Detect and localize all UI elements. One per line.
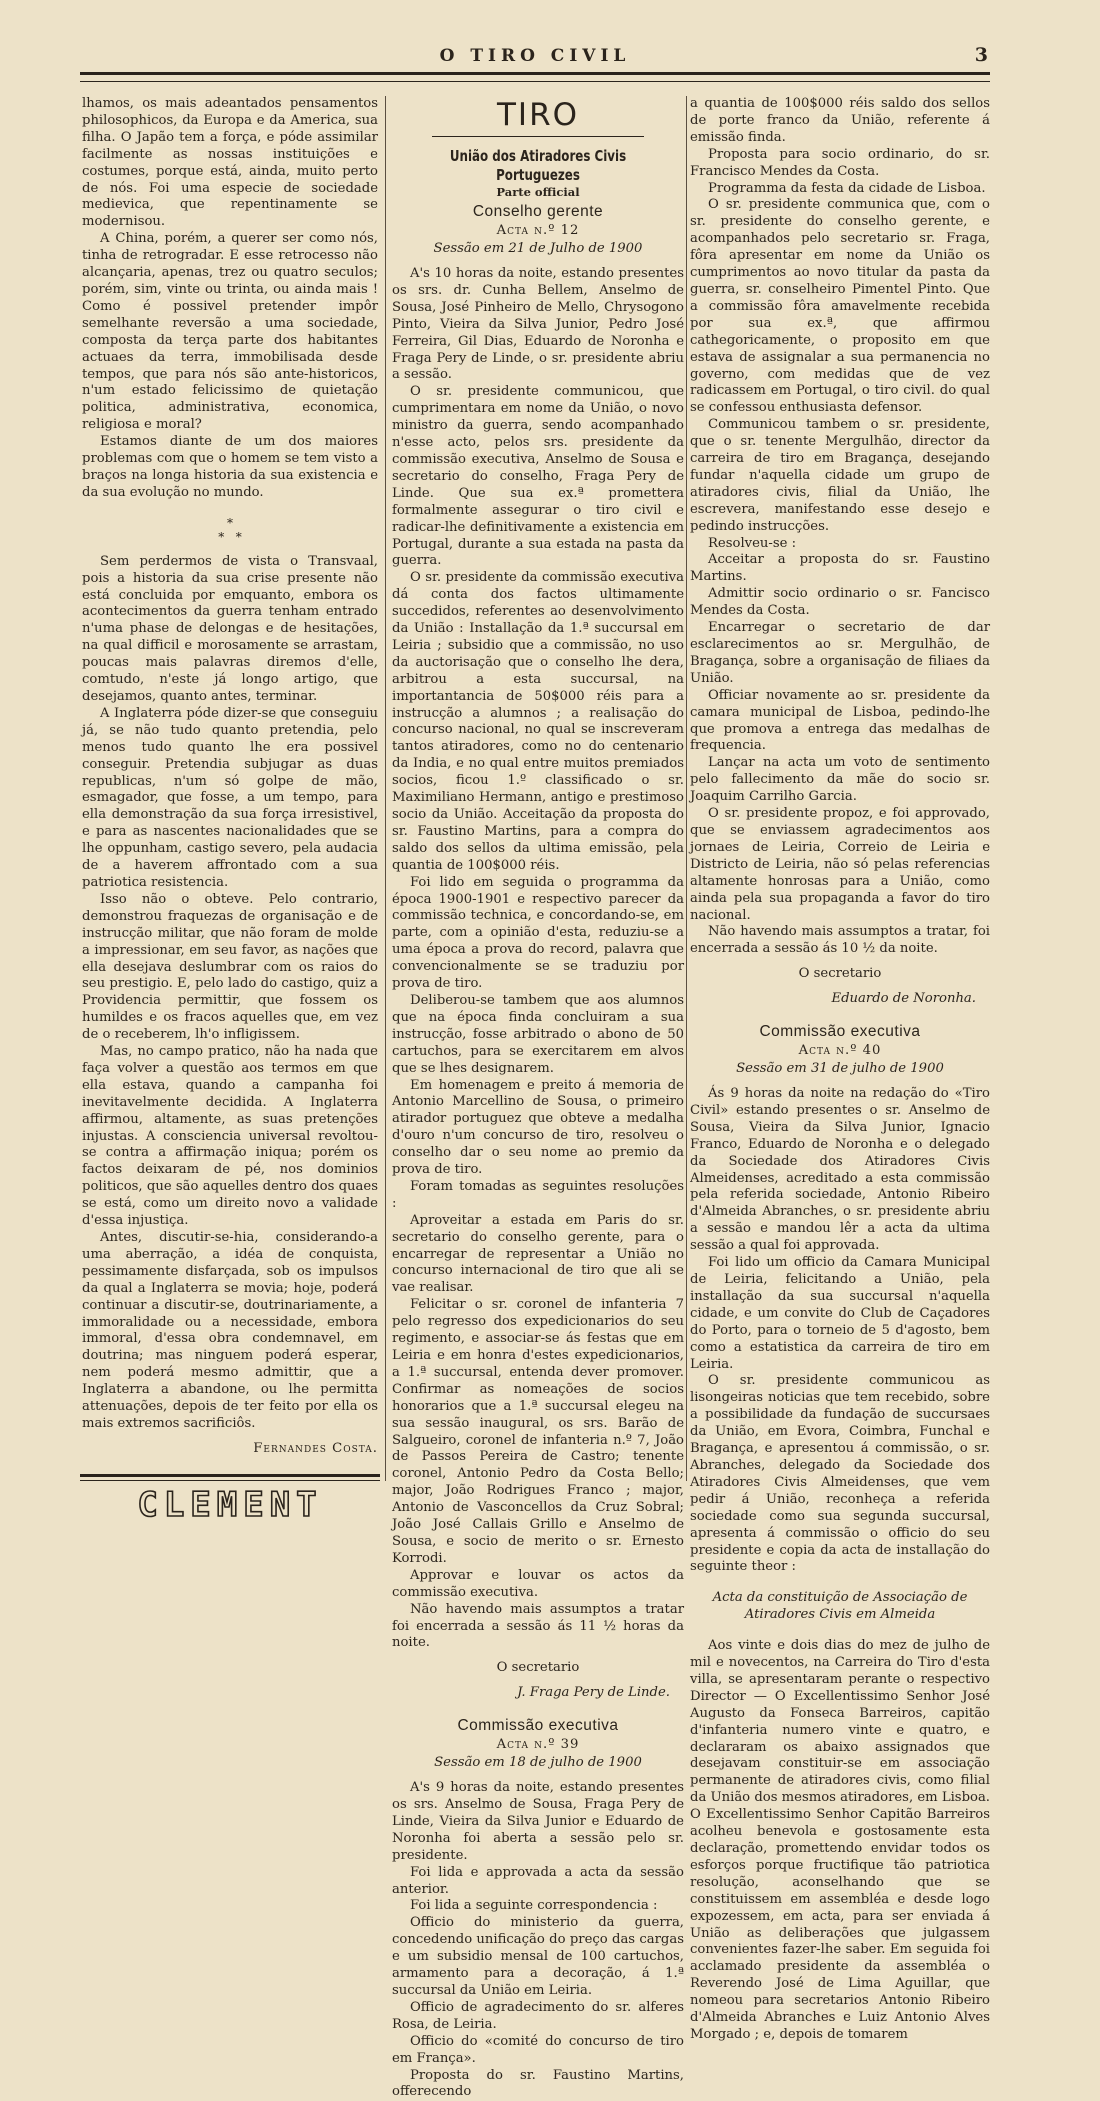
- paragraph: Proposta do sr. Faustino Martins, offerecendo: [392, 2067, 684, 2100]
- column-2: [392, 96, 684, 2101]
- act-title: Acta da constituição de Associação de Atiradores Civis em Almeida: [712, 1590, 968, 1623]
- column-divider: [385, 96, 386, 1481]
- paragraph: Sem perdermos de vista o Transvaal, pois a historia da sua crise presente não está concluida por emquanto, embora os acontecimentos da guerra tenham entrado n'uma phase de delongas e de hesitações, na qual difficil e morosamente se arrastam, poucas mais palavras diremos d'elle, comtudo, n'este já longo artigo, que desejamos, quanto antes, terminar.: [82, 553, 378, 704]
- page-number: 3: [974, 44, 988, 66]
- paragraph: Estamos diante de um dos maiores problemas com que o homem se tem visto a braços na longa historia da sua existencia e da sua evolução no mundo.: [82, 434, 378, 500]
- header-rule: [80, 72, 990, 82]
- paragraph: Foi lido em seguida o programma da época 1900-1901 e respectivo parecer da commissão technica, e concordando-se, em parte, com a opinião d'esta, reduziu-se a uma época a prova do record, palavra que convencionalmente se se traduziu por prova de tiro.: [392, 874, 684, 992]
- paragraph: O sr. presidente propoz, e foi approvado, que se enviassem agradecimentos aos jornaes de Leiria, Correio de Leiria e Districto de Leiria, não só pelas referencias altamente honrosas para a União, como ainda pela sua propaganda a favor do tiro nacional.: [690, 806, 990, 923]
- paragraph: Antes, discutir-se-hia, considerando-a uma aberração, a idéa de conquista, pessimamente disfarçada, sob os impulsos da qual a Inglaterra se movia; hoje, poderá continuar a discutir-se, doutrinariamente, a immoralidade ou a necessidade, embora immoral, d'essa obra condemnavel, em doutrina; mas ninguem poderá esperar, nem poderá mesmo admittir, que a Inglaterra a abandone, ou lhe permitta attenuações, depois de ter feito por ella os mais extremos sacrificiôs.: [82, 1230, 378, 1431]
- author-signature: Fernandes Costa.: [253, 1440, 378, 1456]
- paragraph: Officio de agradecimento do sr. alferes Rosa, de Leiria.: [392, 1999, 684, 2032]
- ad-brand: CLEMENT: [137, 1485, 323, 1525]
- paragraph: a quantia de 100$000 réis saldo dos sellos de porte franco da União, referente á emissão finda.: [690, 96, 990, 145]
- paragraph: Não havendo mais assumptos a tratar, foi encerrada a sessão ás 10 ½ da noite.: [690, 924, 990, 957]
- session-date: Sessão em 31 de julho de 1900: [736, 1061, 944, 1077]
- asterisk: * *: [218, 529, 242, 544]
- paragraph: O sr. presidente da commissão executiva dá conta dos factos ultimamente succedidos, referentes ao desenvolvimento da União : Installação da 1.ª succursal em Leiria ; subsidio que a commissão, no uso da auctorisação que o conselho lhe dera, arbitrou a esta succursal, na importantancia de 50$000 réis para a instrucção a alumnos ; a realisação do concurso nacional, no qual se inscreveram tantos atiradores, como no do centenario da India, e no qual entre muitos premiados socios, ficou 1.º classificado o sr. Maximiliano Hermann, antigo e prestimoso socio da União. Acceitação da proposta do sr. Faustino Martins, para a compra do saldo dos sellos da ultima emissão, pela quantia de 100$000 réis.: [392, 570, 684, 873]
- paragraph: A's 10 horas da noite, estando presentes os srs. dr. Cunha Bellem, Anselmo de Sousa, José Pinheiro de Mello, Chrysogono Pinto, Vieira da Silva Junior, Pedro José Ferreira, Gil Dias, Eduardo de Noronha e Fraga Pery de Linde, o sr. presidente abriu a sessão.: [392, 266, 684, 383]
- paragraph: Não havendo mais assumptos a tratar foi encerrada a sessão ás 11 ½ horas da noite.: [392, 1601, 684, 1651]
- paragraph: Isso não o obteve. Pelo contrario, demonstrou fraquezas de organisação e de instrucção militar, que não foram de molde a impressionar, em seu favor, as nações que ella desejava deslumbrar com os raios do seu prestigio. E, pelo lado do castigo, quiz a Providencia permittir, que fossem os humildes e os fracos aquelles que, em vez de o receberem, lh'o infligissem.: [82, 891, 378, 1043]
- board-heading: Conselho gerente: [472, 203, 604, 220]
- paragraph: Programma da festa da cidade de Lisboa.: [708, 180, 986, 196]
- paragraph: Proposta para socio ordinario, do sr. Francisco Mendes da Costa.: [690, 146, 990, 179]
- paragraph: lhamos, os mais adeantados pensamentos philosophicos, da Europa e da America, sua filha. O Japão tem a força, e póde assimilar facilmente as nossas instituições e costumes, porque está, ainda, muito perto de nós. Foi uma especie de sociedade medievica, que repentinamente se modernisou.: [82, 96, 378, 230]
- paragraph: Acceitar a proposta do sr. Faustino Martins.: [690, 552, 990, 585]
- section-title: TIRO: [496, 97, 580, 133]
- paragraph: Foi lido um officio da Camara Municipal de Leiria, felicitando a União, pela installação da sua succursal n'aquella cidade, e um convite do Club de Caçadores do Porto, para o torneio de 5 d'agosto, bem como a estatistica da carreira de tiro em Leiria.: [690, 1255, 990, 1372]
- asterisk: *: [227, 515, 233, 530]
- paragraph: Officiar novamente ao sr. presidente da camara municipal de Lisboa, pedindo-lhe que promova a entrega das medalhas de frequencia.: [690, 687, 990, 754]
- paragraph: O sr. presidente communica que, com o sr. presidente do conselho gerente, e acompanhados pelo secretario sr. Fraga, fôra apresentar em nome da União os cumprimentos ao novo titular da pasta da guerra, sr. conselheiro Pimentel Pinto. Que a commissão fôra amavelmente recebida por sua ex.ª, que affirmou cathegoricamente, o proposito em que estava de assignalar a sua permanencia no governo, com medidas que de vez radicassem em Portugal, o tiro civil. do qual se confessou enthusiasta defensor.: [690, 197, 990, 416]
- ad-rule: [80, 1480, 380, 1481]
- paragraph: O sr. presidente communicou, que cumprimentara em nome da União, o novo ministro da guerra, sendo acompanhado n'esse acto, pelos srs. presidente da commissão executiva, Anselmo de Sousa e secretario do conselho, Fraga Pery de Linde. Que sua ex.ª promettera formalmente assegurar o tiro civil e radicar-lhe definitivamente a existencia em Portugal, durante a sua estada na pasta da guerra.: [392, 384, 684, 569]
- paragraph: Felicitar o sr. coronel de infanteria 7 pelo regresso dos expedicionarios do seu regimento, e associar-se ás festas que em Leiria e em honra d'estes expedicionarios, a 1.ª succursal, entenda dever promover. Confirmar as nomeações de socios honorarios que a 1.ª succursal elegeu na sua sessão inaugural, os srs. Barão de Salgueiro, coronel de infanteria n.º 7, João de Passos Pereira de Castro; tenente coronel, Antonio Pedro da Costa Bello; major, João Rodrigues Franco ; major, Antonio de Vasconcellos da Cruz Sobral; João José Callais Grillo e Anselmo de Sousa, e socio de merito o sr. Ernesto Korrodi.: [392, 1297, 684, 1566]
- paragraph: Communicou tambem o sr. presidente, que o sr. tenente Mergulhão, director da carreira de tiro em Bragança, desejando fundar n'aquella cidade um grupo de atiradores civis, filial da União, lhe escrevera, manifestando esse desejo e pedindo instrucções.: [690, 417, 990, 534]
- committee-heading: Commissão executiva: [457, 1717, 619, 1735]
- column-3: [690, 96, 990, 2044]
- ad-rule: [80, 1474, 380, 1477]
- paragraph: Foram tomadas as seguintes resoluções :: [392, 1178, 684, 1211]
- column-divider: [686, 96, 687, 1481]
- section-separator: [82, 516, 378, 544]
- paragraph: O sr. presidente communicou as lisongeiras noticias que tem recebido, sobre a possibilidade da fundação de succursaes da União, em Evora, Coimbra, Funchal e Bragança, e apresentou á commissão, o sr. Abranches, delegado da Sociedade dos Atiradores Civis Almeidenses, que vem pedir á União, reconheça a referida sociedade como sua segunda succursal, apresenta á commissão o officio do seu presidente e copia da acta de installação do seguinte theor :: [690, 1373, 990, 1575]
- paragraph: Officio do ministerio da guerra, concedendo unificação do preço das cargas e um subsidio mensal de 100 cartuchos, armamento para a decoração, á 1.ª succursal da União em Leiria.: [392, 1915, 684, 1998]
- secretary-label: O secretario: [798, 966, 882, 982]
- paragraph: Admittir socio ordinario o sr. Fancisco Mendes da Costa.: [690, 586, 990, 619]
- official-label: Parte official: [496, 185, 580, 199]
- paragraph: Aos vinte e dois dias do mez de julho de mil e novecentos, na Carreira do Tiro d'esta villa, se apresentaram perante o respectivo Director — O Excellentissimo Senhor José Augusto da Fonseca Barreiros, capitão d'infanteria numero vinte e quatro, e declararam os abaixo assignados que desejavam constituir-se em associação permanente de atiradores civis, como filial da União dos mesmos atiradores, em Lisboa. O Excellentissimo Senhor Capitão Barreiros acolheu benevola e gostosamente esta declaração, promettendo envidar todos os esforços porque fructifique tão patriotica resolução, aconselhando que se constituissem em assembléa e desde logo expozessem, em acta, para ser enviada á União as deliberações que julgassem convenientes fazer-lhe saber. Em seguida foi acclamado presidente da assembléa o Reverendo José de Lima Aguillar, que nomeou para secretarios Antonio Ribeiro d'Almeida Abranches e Luiz Antonio Alves Morgado ; e, depois de tomarem: [690, 1638, 991, 2042]
- paragraph: A China, porém, a querer ser como nós, tinha de retrogradar. E esse retrocesso não alcançaria, apenas, trez ou quatro seculos; porém, sim, vinte ou trinta, ou ainda mais ! Como é possivel pretender impôr semelhante reversão a uma sociedade, composta da terça parte dos habitantes actuaes da terra, immobilisada desde tempos, que para nós são ante-historicos, n'um estado felicissimo de quietação politica, administrativa, economica, religiosa e moral?: [82, 231, 378, 433]
- paragraph: Deliberou-se tambem que aos alumnos que na época finda concluiram a sua instrucção, fosse arbitrado o abono de 50 cartuchos, para se exercitarem em alvos que se lhes designarem.: [392, 992, 684, 1076]
- paragraph: A Inglaterra póde dizer-se que conseguiu já, se não tudo quanto pretendia, pelo menos tudo quanto lhe era possivel conseguir. Pretendia subjugar as duas republicas, n'um só golpe de mão, esmagador, que fosse, a um tempo, para ella demonstração da sua força irresistivel, e para as nascentes nacionalidades que se lhe oppunham, castigo severo, pela audacia de a haverem affrontado com a sua patriotica resistencia.: [82, 705, 378, 890]
- paragraph: Foi lida e approvada a acta da sessão anterior.: [392, 1864, 684, 1897]
- page-header: [80, 46, 990, 68]
- secretary-signature: J. Fraga Pery de Linde.: [517, 1685, 670, 1701]
- paragraph: Mas, no campo pratico, não ha nada que faça volver a questão aos termos em que ella estava, quando a campanha foi inevitavelmente decidida. A Inglaterra affirmou, altamente, as suas pretenções injustas. A consciencia universal revoltou-se contra a affirmação iniqua; porém os factos deixaram de pé, nos dominios politicos, que são aquelles dentro dos quaes se está, como um direito novo a validade d'essa injustiça.: [82, 1044, 378, 1229]
- paragraph: Em homenagem e preito á memoria de Antonio Marcellino de Sousa, o primeiro atirador portuguez que obteve a medalha d'ouro n'um concurso de tiro, resolveu o conselho dar o seu nome ao premio da prova de tiro.: [392, 1077, 684, 1178]
- newspaper-title: O TIRO CIVIL: [439, 46, 631, 66]
- paragraph: Officio do «comité do concurso de tiro em França».: [392, 2033, 684, 2066]
- paragraph: Encarregar o secretario de dar esclarecimentos ao sr. Mergulhão, de Bragança, sobre a organisação de filiaes da União.: [690, 620, 990, 686]
- paragraph: Lançar na acta um voto de sentimento pelo fallecimento da mãe do socio sr. Joaquim Carrilho Garcia.: [690, 755, 990, 805]
- paragraph: Ás 9 horas da noite na redação do «Tiro Civil» estando presentes o sr. Anselmo de Sousa, Vieira da Silva Junior, Ignacio Franco, Eduardo de Noronha e o delegado da Sociedade dos Atiradores Civis Almeidenses, acreditado a esta commissão pela referida sociedade, Antonio Ribeiro d'Almeida Abranches, o sr. presidente abriu a sessão e mandou lêr a acta da ultima sessão a qual foi approvada.: [690, 1086, 990, 1254]
- session-date: Sessão em 18 de julho de 1900: [434, 1755, 642, 1771]
- minutes-number: Acta n.º 12: [496, 223, 580, 238]
- title-rule: [432, 136, 644, 137]
- paragraph: Resolveu-se :: [708, 535, 797, 551]
- organization-heading: União dos Atiradores Civis Portuguezes: [449, 147, 627, 184]
- session-date: Sessão em 21 de Julho de 1900: [433, 241, 643, 256]
- paragraph: Aproveitar a estada em Paris do sr. secretario do conselho gerente, para o encarregar de representar a União no concurso internacional de tiro que ali se vae realisar.: [392, 1212, 684, 1296]
- committee-heading: Commissão executiva: [759, 1023, 921, 1041]
- advertisement: [80, 1474, 380, 1540]
- secretary-label: O secretario: [496, 1660, 580, 1676]
- secretary-signature: Eduardo de Noronha.: [831, 991, 976, 1007]
- minutes-number: Acta n.º 39: [496, 1737, 580, 1753]
- paragraph: A's 9 horas da noite, estando presentes os srs. Anselmo de Sousa, Fraga Pery de Linde, Vieira da Silva Junior e Eduardo de Noronha foi aberta a sessão pelo sr. presidente.: [392, 1780, 684, 1863]
- paragraph: Foi lida a seguinte correspondencia :: [410, 1898, 658, 1914]
- column-1: [82, 96, 378, 1458]
- minutes-number: Acta n.º 40: [798, 1043, 882, 1059]
- paragraph: Approvar e louvar os actos da commissão executiva.: [392, 1567, 684, 1600]
